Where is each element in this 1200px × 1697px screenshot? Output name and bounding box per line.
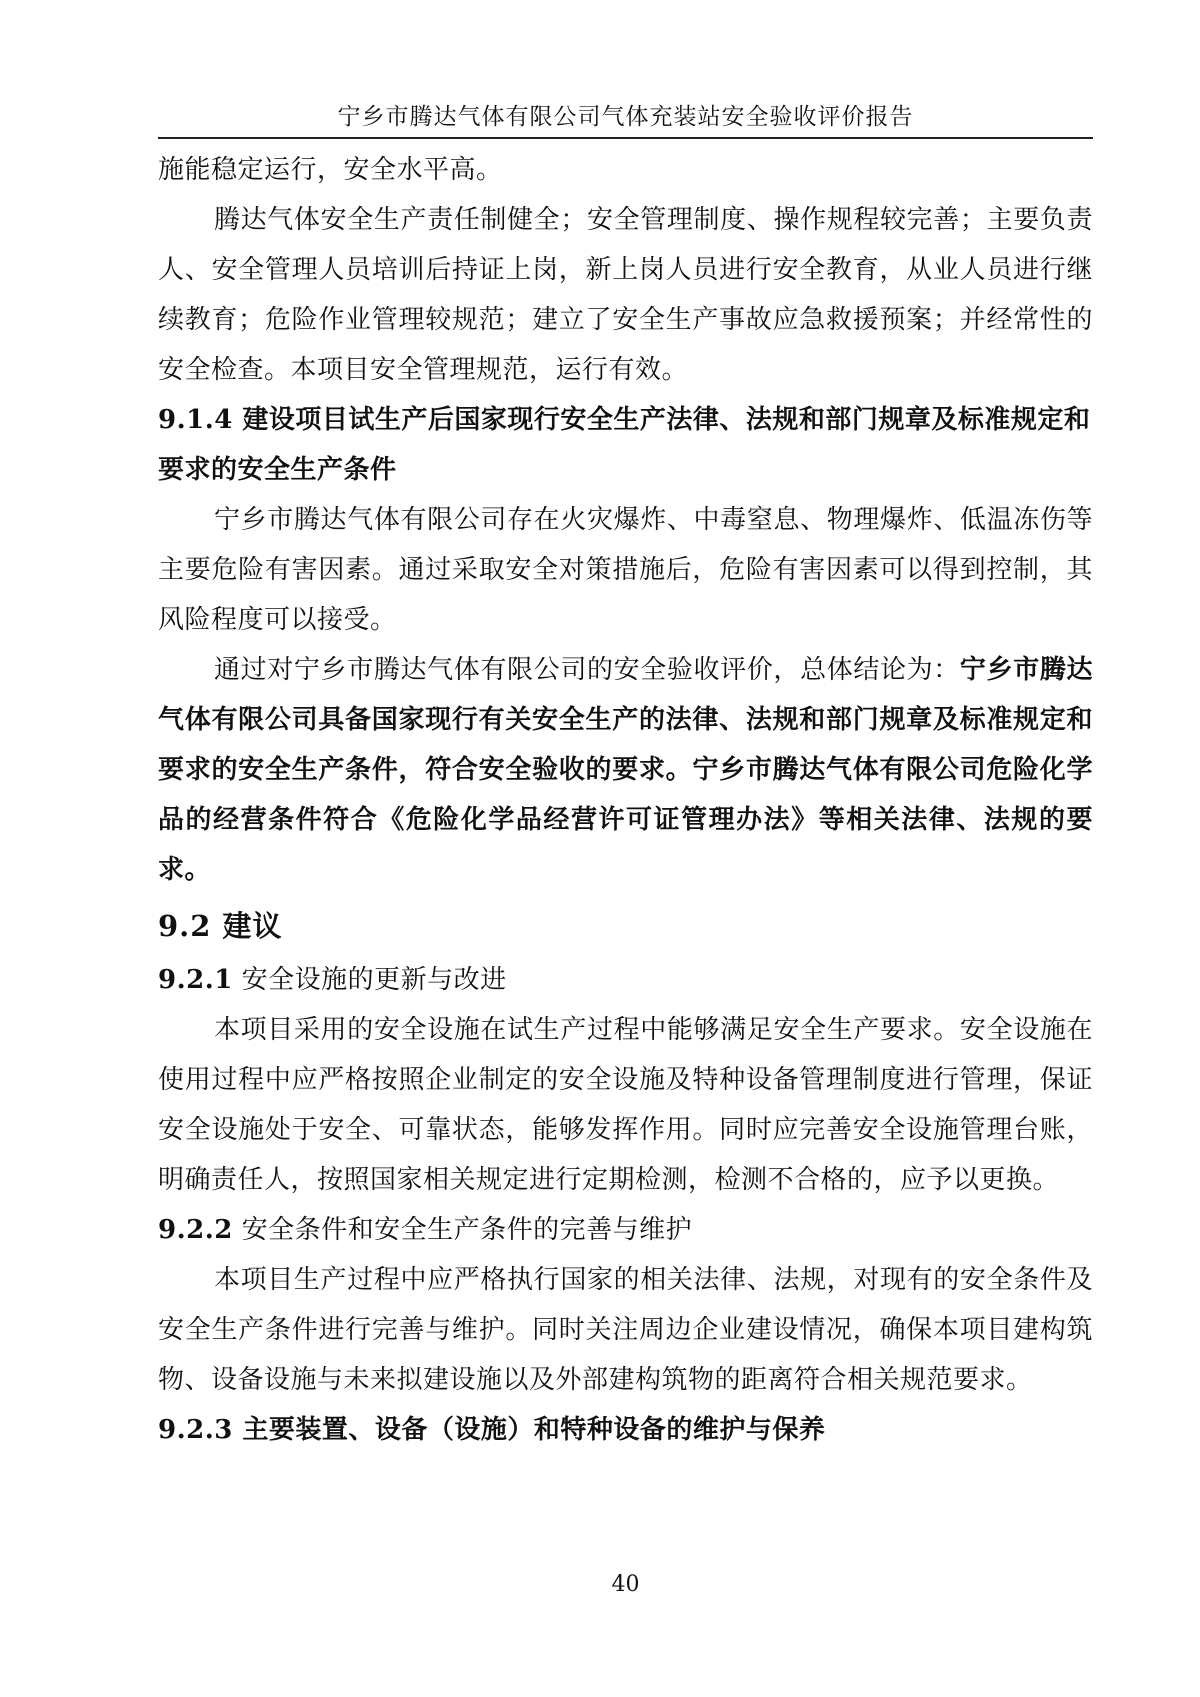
section-heading-9-2: 9.2 建议 <box>158 909 283 943</box>
conclusion-statement: 宁乡市腾达气体有限公司具备国家现行有关安全生产的法律、法规和部门规章及标准规定和要求的安全生产条件，符合安全验收的要求。宁乡市腾达气体有限公司危险化学品的经营条件符合《危险化学品经营许可证管理办法》等相关法律、法规的要求。 <box>158 655 1093 885</box>
paragraph-safety-facilities: 本项目采用的安全设施在试生产过程中能够满足安全生产要求。安全设施在使用过程中应严格按照企业制定的安全设施及特种设备管理制度进行管理，保证安全设施处于安全、可靠状态，能够发挥作用。同时应完善安全设施管理台账，明确责任人，按照国家相关规定进行定期检测，检测不合格的，应予以更换。 <box>158 1015 1093 1195</box>
page-body <box>158 145 1093 1455</box>
running-header: 宁乡市腾达气体有限公司气体充装站安全验收评价报告 <box>337 104 914 130</box>
section-title-9-2-2: 安全条件和安全生产条件的完善与维护 <box>232 1215 693 1245</box>
section-heading-9-2-1 <box>158 955 1093 1005</box>
section-heading-9-2-2 <box>158 1205 1093 1255</box>
section-heading-9-2-3: 9.2.3 主要装置、设备（设施）和特种设备的维护与保养 <box>158 1415 826 1445</box>
page-number: 40 <box>611 1572 640 1597</box>
section-number-9-2-1: 9.2.1 <box>158 965 233 995</box>
section-heading-9-1-4: 9.1.4 建设项目试生产后国家现行安全生产法律、法规和部门规章及标准规定和要求的安全生产条件 <box>158 405 1091 485</box>
header-divider <box>158 137 1093 139</box>
paragraph-safety-conditions: 本项目生产过程中应严格执行国家的相关法律、法规，对现有的安全条件及安全生产条件进行完善与维护。同时关注周边企业建设情况，确保本项目建构筑物、设备设施与未来拟建设施以及外部建构筑物的距离符合相关规范要求。 <box>158 1265 1093 1395</box>
paragraph-hazards: 宁乡市腾达气体有限公司存在火灾爆炸、中毒窒息、物理爆炸、低温冻伤等主要危险有害因素。通过采取安全对策措施后，危险有害因素可以得到控制，其风险程度可以接受。 <box>158 505 1093 635</box>
section-title-9-2-1: 安全设施的更新与改进 <box>232 965 507 995</box>
section-number-9-2-2: 9.2.2 <box>158 1215 233 1245</box>
paragraph-conclusion <box>158 645 1093 895</box>
paragraph-safety-management: 腾达气体安全生产责任制健全；安全管理制度、操作规程较完善；主要负责人、安全管理人员培训后持证上岗，新上岗人员进行安全教育，从业人员进行继续教育；危险作业管理较规范；建立了安全生产事故应急救援预案；并经常性的安全检查。本项目安全管理规范，运行有效。 <box>158 205 1093 385</box>
paragraph-continuation: 施能稳定运行，安全水平高。 <box>158 155 503 185</box>
conclusion-intro: 通过对宁乡市腾达气体有限公司的安全验收评价，总体结论为： <box>214 655 960 685</box>
